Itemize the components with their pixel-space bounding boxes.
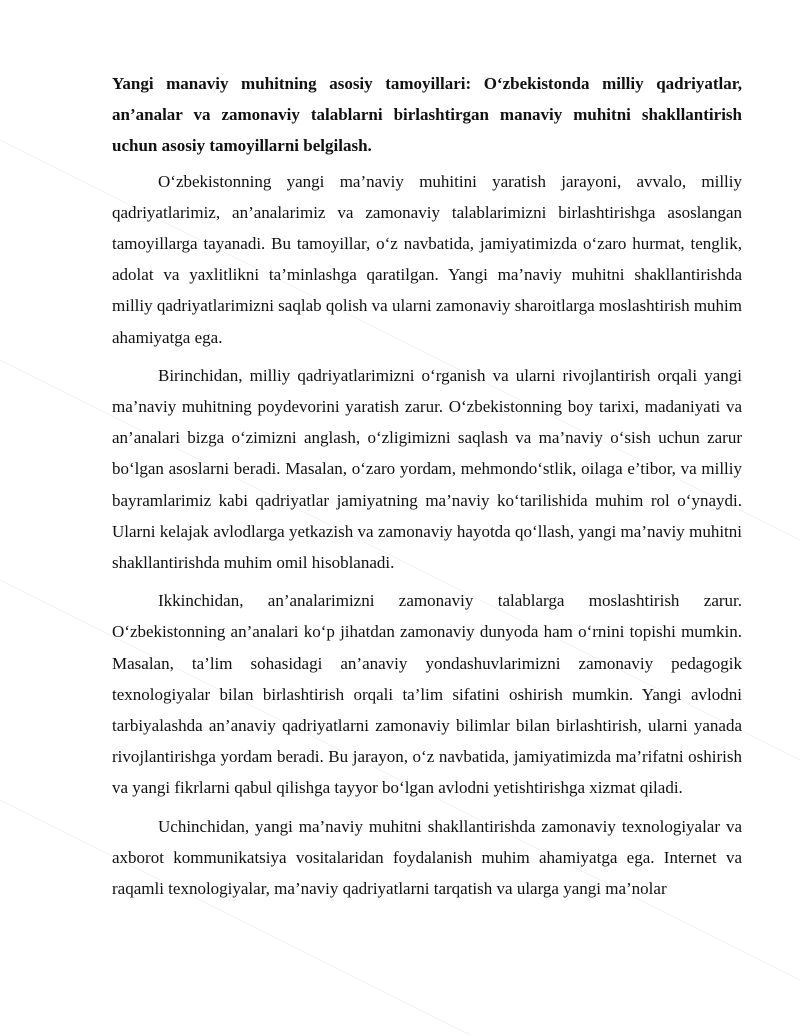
paragraph-intro: O‘zbekistonning yangi ma’naviy muhitini yaratish jarayoni, avvalo, milliy qadriyatlarimiz, an’analarimiz va zamonaviy talablarimizni birlashtirishga asoslangan tamoyillarga tayanadi. Bu tamoyillar, o‘z navbatida, jamiyatimizda o‘zaro hurmat, tenglik, adolat va yaxlitlikni ta’minlashga qaratilgan. Yangi ma’naviy muhitni shakllantirishda milliy qadriyatlarimizni saqlab qolish va ularni zamonaviy sharoitlarga moslashtirish muhim ahamiyatga ega. <box>112 171 742 347</box>
paragraph-first: Birinchidan, milliy qadriyatlarimizni o‘rganish va ularni rivojlantirish orqali yangi ma’naviy muhitning poydevorini yaratish zarur. O‘zbekistonning boy tarixi, madaniyati va an’analari bizga o‘zimizni anglash, o‘zligimizni saqlash va ma’naviy o‘sish uchun zarur bo‘lgan asoslarni beradi. Masalan, o‘zaro yordam, mehmondo‘stlik, oilaga e’tibor, va milliy bayramlarimiz kabi qadriyatlar jamiyatning ma’naviy ko‘tarilishida muhim rol o‘ynaydi. Ularni kelajak avlodlarga yetkazish va zamonaviy hayotda qo‘llash, yangi ma’naviy muhitni shakllantirishda muhim omil hisoblanadi. <box>112 365 742 573</box>
document-body <box>112 68 742 911</box>
paragraph-third: Uchinchidan, yangi ma’naviy muhitni shakllantirishda zamonaviy texnologiyalar va axborot kommunikatsiya vositalaridan foydalanish muhim ahamiyatga ega. Internet va raqamli texnologiyalar, ma’naviy qadriyatlarni tarqatish va ularga yangi ma’nolar <box>112 816 742 899</box>
section-heading: Yangi manaviy muhitning asosiy tamoyillari: O‘zbekistonda milliy qadriyatlar, an’analar va zamonaviy talablarni birlashtirgan manaviy muhitni shakllantirish uchun asosiy tamoyillarni belgilash. <box>112 74 742 156</box>
paragraph-second: Ikkinchidan, an’analarimizni zamonaviy talablarga moslashtirish zarur. O‘zbekistonning an’analari ko‘p jihatdan zamonaviy dunyoda ham o‘rnini topishi mumkin. Masalan, ta’lim sohasidagi an’anaviy yondashuvlarimizni zamonaviy pedagogik texnologiyalar bilan birlashtirish orqali ta’lim sifatini oshirish mumkin. Yangi avlodni tarbiyalashda an’anaviy qadriyatlarni zamonaviy bilimlar bilan birlashtirish, ularni yanada rivojlantirishga yordam beradi. Bu jarayon, o‘z navbatida, jamiyatimizda ma’rifatni oshirish va yangi fikrlarni qabul qilishga tayyor bo‘lgan avlodni yetishtirishga xizmat qiladi. <box>112 591 742 798</box>
